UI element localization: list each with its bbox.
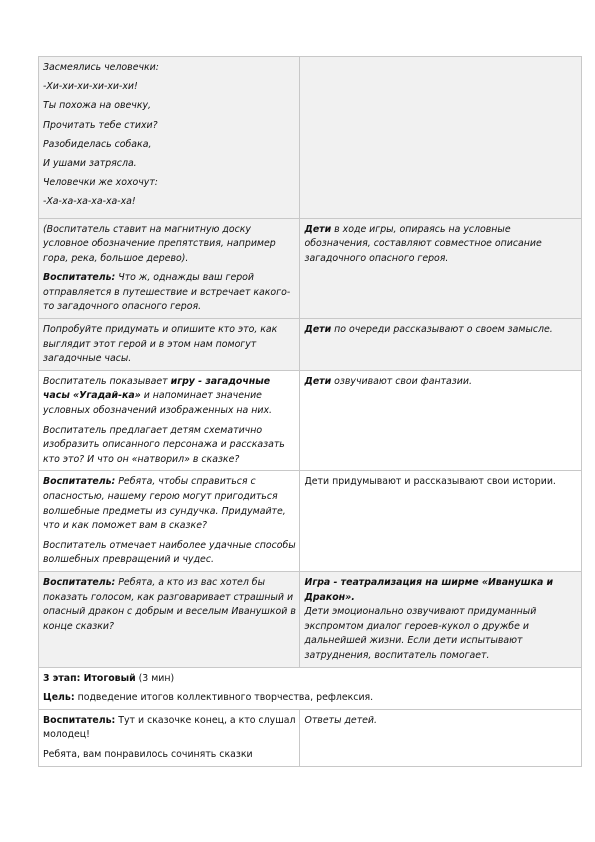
goal-label: Цель: <box>43 692 75 704</box>
cell-paragraph: Воспитатель отмечает наиболее удачные способы волшебных превращений и чудес. <box>43 539 296 566</box>
table-row <box>39 218 582 319</box>
cell-text: по очереди рассказывают о своем замысле. <box>331 324 553 336</box>
game-title: игру - загадочные часы «Угадай-ка» <box>43 375 271 402</box>
cell-paragraph <box>304 223 578 267</box>
teacher-cell <box>39 709 300 766</box>
cell-paragraph: Ребята, вам понравилось сочинять сказки <box>43 748 253 760</box>
speaker-label: Дети <box>304 324 332 336</box>
cell-text: Тут и сказочке конец, а кто слушал молодец! <box>43 714 296 741</box>
cell-text: Ребята, чтобы справиться с опасностью, нашему герою могут пригодиться волшебные предметы из сундучка. Придумайте, что и как поможет вам в сказке? <box>43 476 286 532</box>
cell-text: озвучивают свои фантазии. <box>331 375 472 387</box>
cell-paragraph <box>43 375 296 419</box>
cell-text: Что ж, однажды ваш герой отправляется в путешествие и встречает какого-то загадочного опасного героя. <box>43 272 291 313</box>
cell-paragraph <box>304 375 578 390</box>
speaker-label: Дети <box>304 223 332 235</box>
teacher-cell <box>39 471 300 572</box>
teacher-cell <box>39 319 300 371</box>
lesson-table <box>38 56 582 767</box>
stage-title <box>43 672 578 687</box>
poem-line: Засмеялись человечки: <box>43 62 159 73</box>
poem-line: -Хи-хи-хи-хи-хи-хи! <box>43 81 138 93</box>
cell-paragraph <box>43 714 296 743</box>
poem-line: Прочитать тебе стихи? <box>43 119 158 131</box>
children-cell <box>300 218 582 319</box>
table-row <box>39 319 582 371</box>
speaker-label: Воспитатель: <box>43 476 116 488</box>
speaker-label: Воспитатель: <box>43 576 116 588</box>
teacher-cell <box>39 57 300 219</box>
children-cell <box>300 319 582 371</box>
children-cell <box>300 471 582 572</box>
cell-paragraph: Дети придумывают и рассказывают свои истории. <box>304 476 556 488</box>
cell-text: Воспитатель показывает <box>43 375 171 387</box>
game-title: Игра - театрализация на ширме «Иванушка и Дракон». <box>304 576 554 603</box>
cell-text: в ходе игры, опираясь на условные обозначения, составляют совместное описание загадочного опасного героя. <box>304 223 542 264</box>
cell-paragraph: Воспитатель предлагает детям схематично изобразить описанного персонажа и рассказать кто это? И что он «натворил» в сказке? <box>43 424 285 465</box>
cell-text: Ребята, а кто из вас хотел бы показать голосом, как разговаривает страшный и опасный дракон с добрым и веселым Иванушкой в конце сказки? <box>43 576 296 632</box>
children-cell <box>300 370 582 471</box>
children-cell <box>300 57 582 219</box>
table-row <box>39 57 582 219</box>
children-cell <box>300 571 582 667</box>
table-row <box>39 571 582 667</box>
cell-paragraph <box>43 475 296 533</box>
cell-text: Дети эмоционально озвучивают придуманный экспромтом диалог героев-кукол о дружбе и дальнейшей жизни. Если дети испытывают затруднения, воспитатель помогает. <box>304 606 537 661</box>
cell-paragraph <box>304 323 578 338</box>
cell-text: и напоминает значение условных обозначений изображенных на них. <box>43 390 273 417</box>
stage-cell <box>39 667 582 709</box>
speaker-label: Воспитатель: <box>43 714 116 726</box>
stage-row <box>39 667 582 709</box>
teacher-cell <box>39 571 300 667</box>
cell-paragraph: Ответы детей. <box>304 714 377 726</box>
cell-paragraph <box>304 576 578 664</box>
poem-line: Разобиделась собака, <box>43 138 152 150</box>
stage-goal <box>43 691 578 706</box>
cell-paragraph <box>43 271 296 315</box>
poem-line: Ты похожа на овечку, <box>43 100 152 112</box>
goal-text: подведение итогов коллективного творчества, рефлексия. <box>74 692 374 704</box>
teacher-cell <box>39 218 300 319</box>
table-row <box>39 709 582 766</box>
speaker-label: Дети <box>304 375 332 387</box>
children-cell <box>300 709 582 766</box>
cell-paragraph: Попробуйте придумать и опишите кто это, как выглядит этот герой и в этом нам помогут загадочные часы. <box>43 324 278 365</box>
poem-line: Человечки же хохочут: <box>43 177 158 189</box>
cell-paragraph <box>43 576 296 634</box>
table-row <box>39 471 582 572</box>
poem-line: -Ха-ха-ха-ха-ха-ха! <box>43 196 136 208</box>
stage-title-bold: 3 этап: Итоговый <box>43 672 136 684</box>
poem-line: И ушами затрясла. <box>43 157 137 169</box>
table-row <box>39 370 582 471</box>
stage-duration: (3 мин) <box>135 672 175 684</box>
teacher-cell <box>39 370 300 471</box>
speaker-label: Воспитатель: <box>43 272 116 284</box>
cell-paragraph: (Воспитатель ставит на магнитную доску условное обозначение препятствия, например гора, река, большое дерево). <box>43 223 276 264</box>
